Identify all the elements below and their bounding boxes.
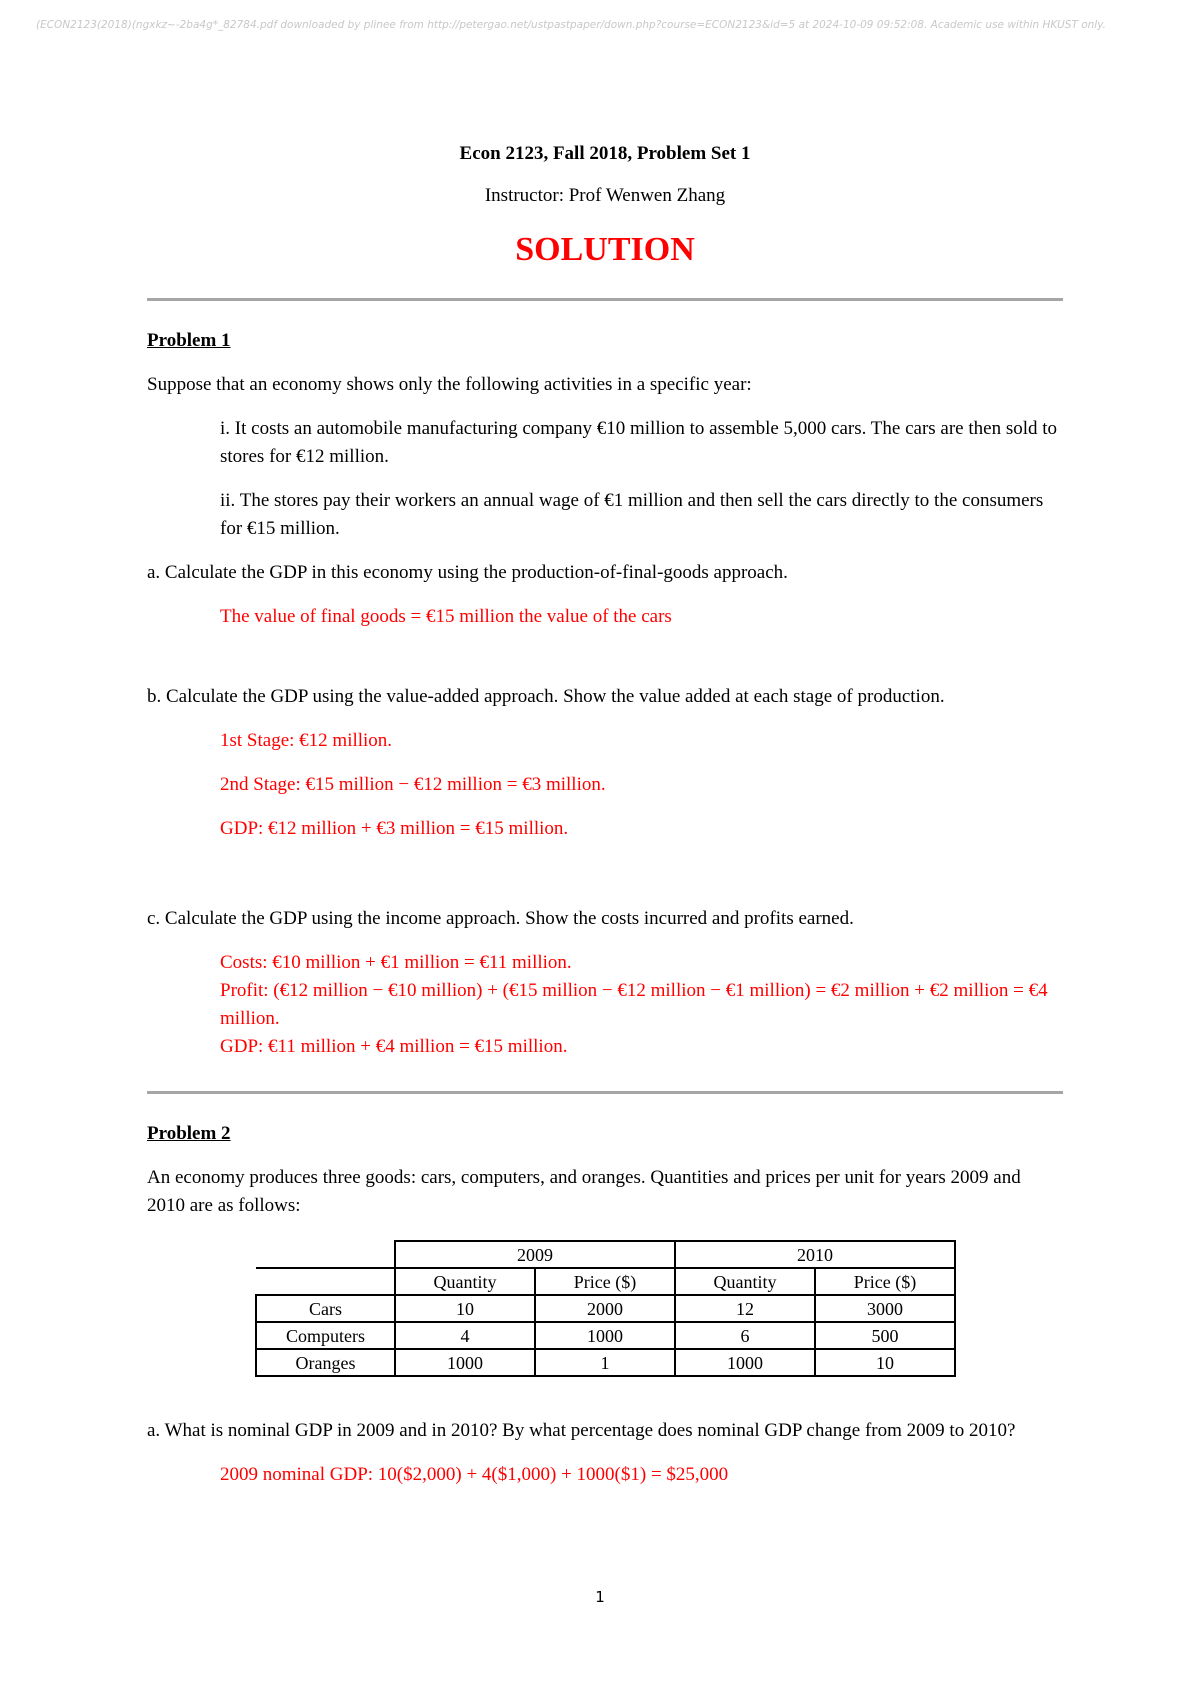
problem-2-intro: An economy produces three goods: cars, computers, and oranges. Quantities and prices per unit for years 2009 and 2010 are as follows:: [147, 1167, 1021, 1216]
answer-1c-gdp: GDP: €11 million + €4 million = €15 million.: [220, 1036, 568, 1057]
answer-1b-gdp: GDP: €12 million + €3 million = €15 million.: [220, 818, 569, 839]
answer-1c-costs: Costs: €10 million + €1 million = €11 million.: [220, 952, 572, 973]
quantities-prices-table: [255, 1240, 956, 1377]
problem-1-item-i: i. It costs an automobile manufacturing company €10 million to assemble 5,000 cars. The cars are then sold to stores for €12 million.: [220, 418, 1058, 467]
question-1a: a. Calculate the GDP in this economy using the production-of-final-goods approach.: [147, 562, 788, 583]
table-cell: 12: [675, 1295, 815, 1322]
problem-1-heading: Problem 1: [147, 330, 231, 351]
table-cell: 10: [815, 1349, 955, 1376]
table-cell: 6: [675, 1322, 815, 1349]
question-1b: b. Calculate the GDP using the value-added approach. Show the value added at each stage of production.: [147, 686, 945, 707]
table-cell: 1: [535, 1349, 675, 1376]
section-divider: [147, 1091, 1063, 1094]
table-cell: 1000: [395, 1349, 535, 1376]
section-divider: [147, 298, 1063, 301]
answer-1b-stage-1: 1st Stage: €12 million.: [220, 730, 393, 751]
question-2a: a. What is nominal GDP in 2009 and in 2010? By what percentage does nominal GDP change from 2009 to 2010?: [147, 1420, 1016, 1441]
problem-1-item-ii: ii. The stores pay their workers an annual wage of €1 million and then sell the cars directly to the consumers for €15 million.: [220, 490, 1044, 539]
answer-1a: The value of final goods = €15 million the value of the cars: [220, 606, 672, 627]
page-number: 1: [595, 1588, 605, 1606]
table-cell: 1000: [675, 1349, 815, 1376]
table-cell: 1000: [535, 1322, 675, 1349]
answer-2a-2009: 2009 nominal GDP: 10($2,000) + 4($1,000) + 1000($1) = $25,000: [220, 1464, 729, 1485]
problem-2-heading: Problem 2: [147, 1123, 231, 1144]
table-cell: 3000: [815, 1295, 955, 1322]
table-row: [256, 1322, 955, 1349]
answer-1b-stage-2: 2nd Stage: €15 million − €12 million = €3 million.: [220, 774, 606, 795]
answer-1c-profit: Profit: (€12 million − €10 million) + (€15 million − €12 million − €1 million) = €2 million + €2 million = €4 million.: [220, 980, 1048, 1029]
table-corner: [256, 1268, 395, 1295]
table-subheader: Quantity: [675, 1268, 815, 1295]
table-row: [256, 1349, 955, 1376]
problem-1-intro: Suppose that an economy shows only the following activities in a specific year:: [147, 374, 752, 395]
instructor-line: Instructor: Prof Wenwen Zhang: [484, 185, 726, 206]
table-subheader: Price ($): [815, 1268, 955, 1295]
solution-heading: SOLUTION: [515, 231, 695, 268]
table-subheader: Quantity: [395, 1268, 535, 1295]
table-year-header: 2010: [675, 1241, 955, 1268]
table-subheader: Price ($): [535, 1268, 675, 1295]
table-cell: 10: [395, 1295, 535, 1322]
table-row-label: Computers: [256, 1322, 395, 1349]
table-row-label: Oranges: [256, 1349, 395, 1376]
document-title: Econ 2123, Fall 2018, Problem Set 1: [459, 143, 751, 164]
document-page: [147, 140, 1063, 1489]
table-cell: 2000: [535, 1295, 675, 1322]
table-row: [256, 1295, 955, 1322]
table-cell: 500: [815, 1322, 955, 1349]
table-row-label: Cars: [256, 1295, 395, 1322]
table-cell: 4: [395, 1322, 535, 1349]
download-watermark: (ECON2123(2018)(ngxkz~-2ba4g*_82784.pdf downloaded by plinee from http://petergao.net/ustpastpaper/down.php?course=ECON2123&id=5 at 2024-10-09 09:52:08. Academic use within HKUST only.: [36, 19, 1106, 31]
table-year-header: 2009: [395, 1241, 675, 1268]
question-1c: c. Calculate the GDP using the income approach. Show the costs incurred and profits earned.: [147, 908, 854, 929]
table-corner: [256, 1241, 395, 1268]
